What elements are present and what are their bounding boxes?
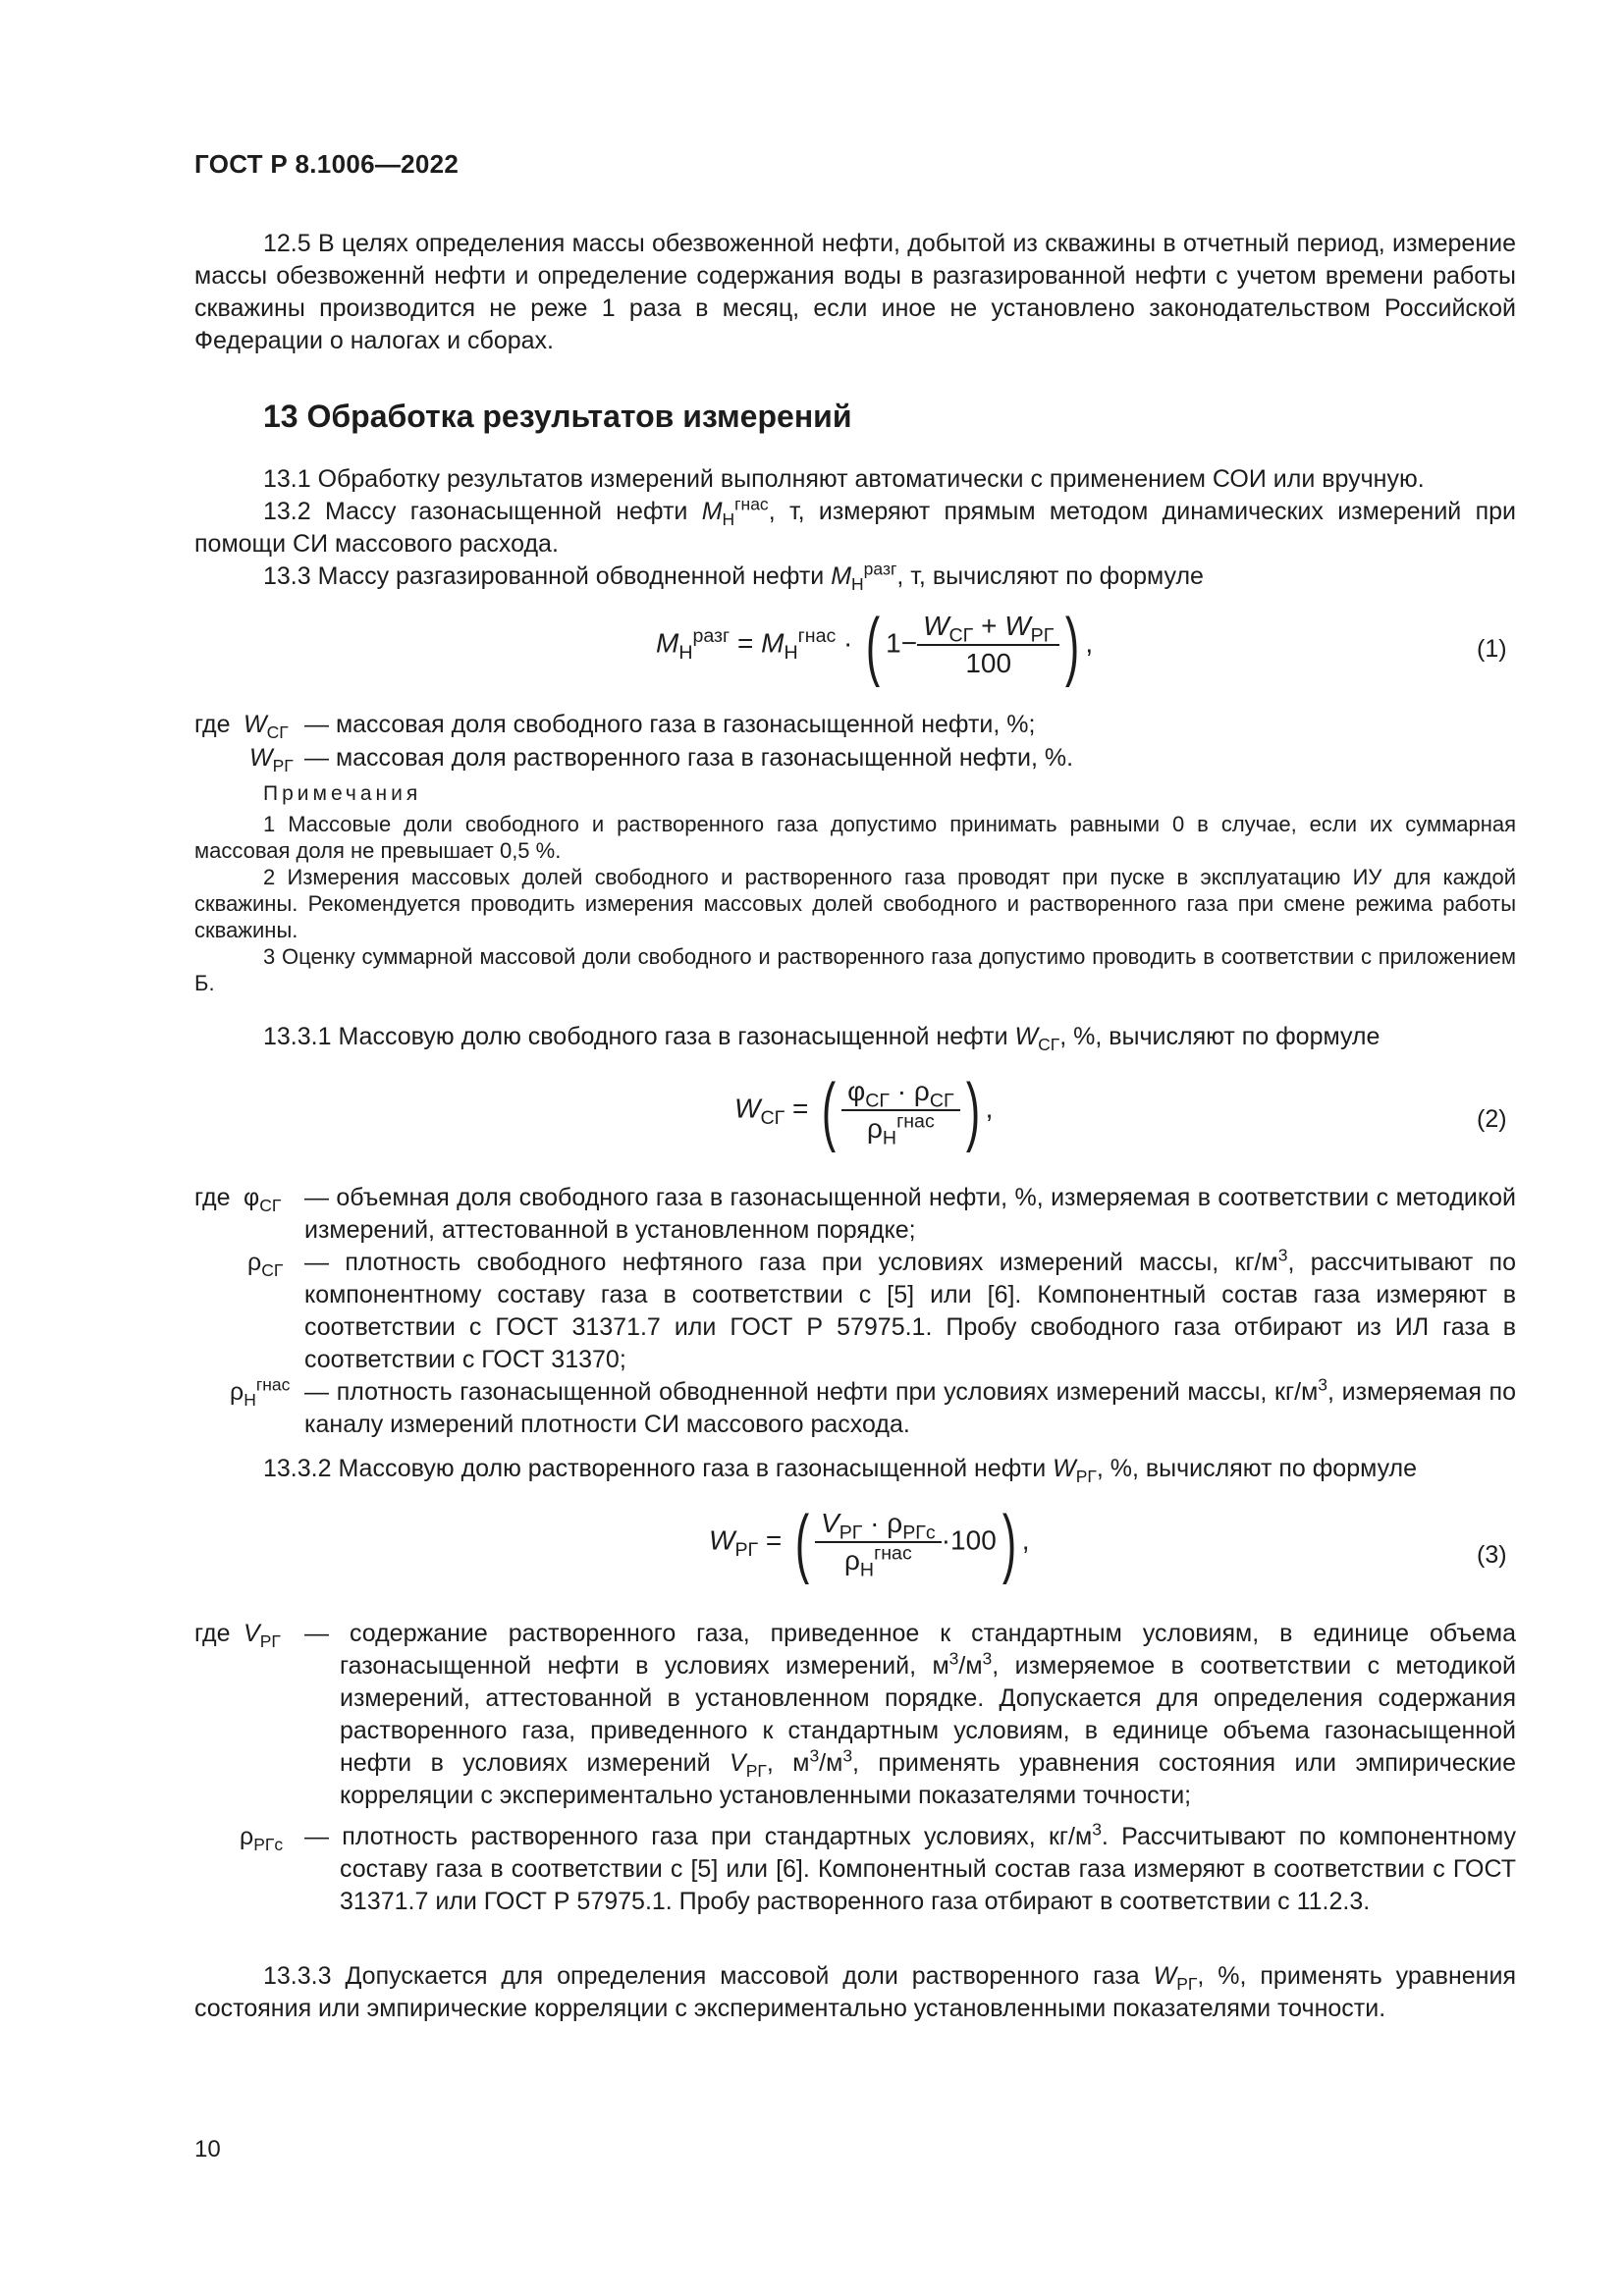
note-3: 3 Оценку суммарной массовой доли свободного и растворенного газа допустимо проводить в соответствии с приложением Б.	[194, 944, 1516, 995]
definition-v-rg: где $V_{РГ}$ — содержание растворенного газа, приведенное к стандартным условиям, в единице объема газонасыщенной нефти в условиях измерений, $м^3/м^3$, измеряемое в соответствии с методикой измерений, аттестованной в установленном порядке. Допускается для определения содержания растворенного газа, приведенного к стандартным условиям, в единице объема газонасыщенной нефти в условиях измерений $V_{РГ}$, $м^3/м^3$, применять уравнения состояния или эмпирические корреляции с экспериментально установленными показателями точности;	[194, 1620, 1516, 1809]
paragraph-13-3-3: 13.3.3 Допускается для определения массовой доли растворенного газа $W_{РГ}$, %, применять уравнения состояния или эмпирические корреляции с экспериментально установленными показателями точности.	[194, 1962, 1516, 2022]
formula-3-number: (3)	[1477, 1541, 1507, 1569]
paragraph-13-3-2: 13.3.2 Массовую долю растворенного газа в газонасыщенной нефти $W_{РГ}$, %, вычисляют по формуле	[263, 1455, 1418, 1486]
notes-heading: Примечания	[263, 782, 422, 805]
definition-phi-sg: где $\varphi_{СГ}$ — объемная доля свободного газа в газонасыщенной нефти, %, измеряемая в соответствии с методикой измерений, аттестованной в установленном порядке;	[194, 1184, 1516, 1244]
paragraph-13-3: 13.3 Массу разгазированной обводненной нефти $M_Н^{разг}$, т, вычисляют по формуле	[263, 559, 1204, 594]
formula-2: $W_{СГ}$ = ( $\frac{\varphi_{СГ} \cdot \rho_{СГ}}{\rho_Н^{гнас}}$ ) ,	[734, 1067, 994, 1153]
formula-2-number: (2)	[1477, 1105, 1507, 1133]
definition-rho-sg: $\rho_{СГ}$ — плотность свободного нефтяного газа при условиях измерений массы, $кг/м^3$, рассчитывают по компонентному составу газа в соответствии с [5] или [6]. Компонентный состав газа измеряют в соответствии с ГОСТ 31371.7 или ГОСТ Р 57975.1. Пробу свободного газа отбирают из ИЛ газа в соответствии с ГОСТ 31370;	[247, 1245, 1516, 1373]
formula-1-number: (1)	[1477, 635, 1507, 663]
definition-w-sg: где $W_{СГ}$ — массовая доля свободного газа в газонасыщенной нефти, %;	[194, 711, 1036, 742]
page-number: 10	[194, 2136, 221, 2163]
paragraph-13-1: 13.1 Обработку результатов измерений выполняют автоматически с применением СОИ или вручную.	[263, 465, 1425, 493]
paragraph-12-5: 12.5 В целях определения массы обезвоженной нефти, добытой из скважины в отчетный период, измерение массы обезвоженнй нефти и определение содержания воды в разгазированной нефти с учетом времени работы скважины производится не реже 1 раза в месяц, если иное не установлено законодательством Российской Федерации о налогах и сборах.	[194, 230, 1516, 354]
note-2: 2 Измерения массовых долей свободного и растворенного газа проводят при пуске в эксплуатацию ИУ для каждой скважины. Рекомендуется проводить измерения массовых долей свободного и растворенного газа при смене режима работы скважины.	[194, 865, 1516, 942]
formula-1: $M_Н^{разг} = M_Н^{гнас}$ · ( 1− $\frac{W_{СГ} + W_{РГ}}{100}$ ) ,	[656, 602, 1094, 688]
paragraph-13-2: 13.2 Массу газонасыщенной нефти $M_Н^{гнас}$, т, измеряют прямым методом динамических измерений при помощи СИ массового расхода.	[194, 494, 1516, 558]
definition-w-rg: $W_{РГ}$ — массовая доля растворенного газа в газонасыщенной нефти, %.	[249, 744, 1074, 775]
definition-rho-rgs: $\rho_{РГс}$ — плотность растворенного газа при стандартных условиях, $кг/м^3$. Рассчитывают по компонентному составу газа в соответствии с [5] или [6]. Компонентный состав газа измеряют в соответствии с ГОСТ 31371.7 или ГОСТ Р 57975.1. Пробу растворенного газа отбирают в соответствии с 11.2.3.	[240, 1819, 1516, 1915]
paragraph-13-3-1: 13.3.1 Массовую долю свободного газа в газонасыщенной нефти $W_{СГ}$, %, вычисляют по формуле	[263, 1023, 1380, 1054]
document-header: ГОСТ Р 8.1006—2022	[194, 149, 460, 179]
definition-rho-h-gnas: $\rho_Н^{гнас}$ — плотность газонасыщенной обводненной нефти при условиях измерений массы, $кг/м^3$, измеряемая по каналу измерений плотности СИ массового расхода.	[230, 1374, 1516, 1438]
note-1: 1 Массовые доли свободного и растворенного газа допустимо принимать равными 0 в случае, если их суммарная массовая доля не превышает 0,5 %.	[194, 812, 1516, 863]
formula-3: $W_{РГ}$ = ( $\frac{V_{РГ} \cdot \rho_{РГс}}{\rho_Н^{гнас}}$ ·100) ,	[709, 1499, 1030, 1585]
section-title: 13 Обработка результатов измерений	[263, 399, 852, 434]
